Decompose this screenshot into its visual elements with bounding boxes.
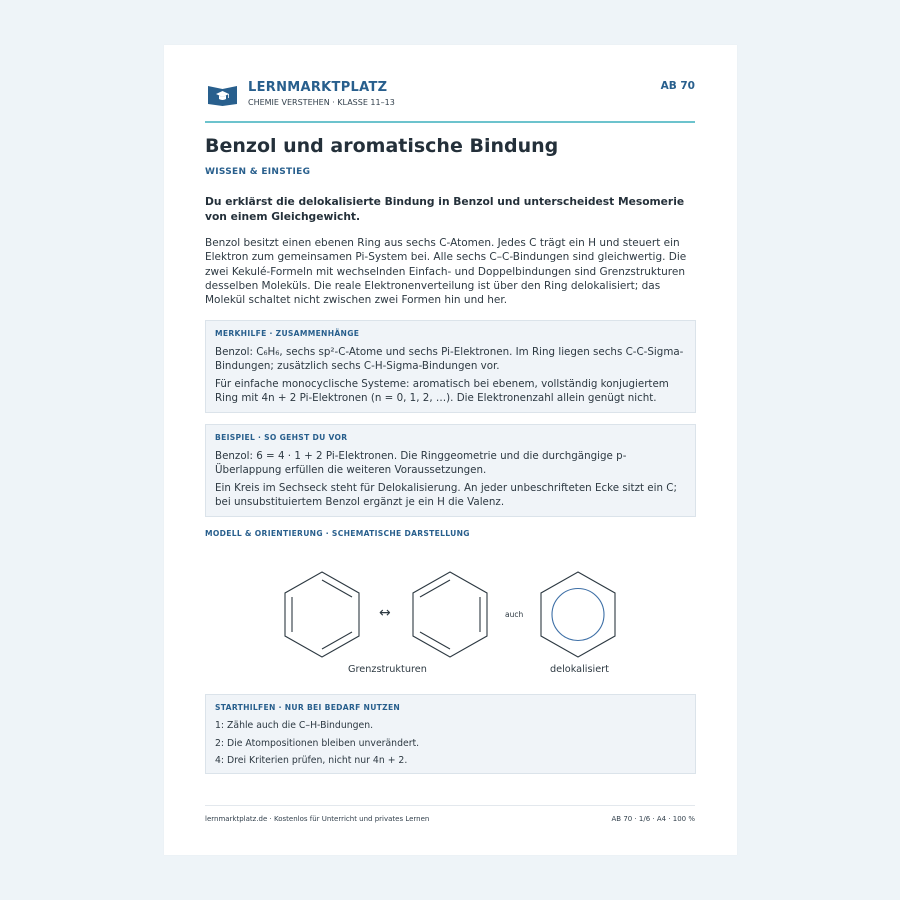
beispiel-text-2: Ein Kreis im Sechseck steht für Delokalisierung. An jeder unbeschrifteten Ecke sitzt ein C; bei unsubstituiertem Benzol ergänzt je ein H die Valenz. bbox=[215, 482, 677, 508]
sheet-number: AB 70 bbox=[660, 80, 695, 92]
page-header bbox=[205, 80, 695, 122]
header-divider bbox=[205, 121, 695, 123]
hint-item: 4: Drei Kriterien prüfen, nicht nur 4n + 2. bbox=[215, 755, 408, 766]
merkhilfe-box bbox=[205, 320, 696, 413]
benzene-diagram bbox=[205, 560, 695, 685]
footer-divider bbox=[205, 805, 695, 806]
beispiel-heading: BEISPIEL · SO GEHST DU VOR bbox=[215, 433, 348, 442]
page-title: Benzol und aromatische Bindung bbox=[205, 135, 559, 157]
caption-grenzstrukturen: Grenzstrukturen bbox=[348, 664, 427, 675]
footer-website: lernmarktplatz.de · Kostenlos für Unterricht und privates Lernen bbox=[205, 815, 430, 823]
brand-subtitle: CHEMIE VERSTEHEN · KLASSE 11–13 bbox=[248, 98, 395, 107]
model-heading: MODELL & ORIENTIERUNG · SCHEMATISCHE DARSTELLUNG bbox=[205, 529, 470, 538]
worksheet-page bbox=[164, 45, 737, 855]
hint-item: 1: Zähle auch die C–H-Bindungen. bbox=[215, 720, 374, 731]
beispiel-box bbox=[205, 424, 696, 517]
section-kicker: WISSEN & EINSTIEG bbox=[205, 167, 311, 177]
auch-label: auch bbox=[505, 610, 524, 619]
footer-page-info: AB 70 · 1/6 · A4 · 100 % bbox=[611, 815, 695, 823]
beispiel-text-1: Benzol: 6 = 4 · 1 + 2 Pi-Elektronen. Die Ringgeometrie und die durchgängige p-Überlappung erfüllen die weiteren Voraussetzungen. bbox=[215, 450, 627, 476]
merkhilfe-heading: MERKHILFE · ZUSAMMENHÄNGE bbox=[215, 329, 360, 338]
merkhilfe-text-2: Für einfache monocyclische Systeme: aromatisch bei ebenem, vollständig konjugiertem Ring mit 4n + 2 Pi-Elektronen (n = 0, 1, 2, …). Die Elektronenzahl allein genügt nicht. bbox=[215, 378, 669, 404]
starthilfen-box bbox=[205, 694, 696, 774]
caption-delokalisiert: delokalisiert bbox=[550, 664, 609, 675]
open-book-graduation-cap-icon bbox=[207, 82, 238, 106]
merkhilfe-text-1: Benzol: C₆H₆, sechs sp²-C-Atome und sechs Pi-Elektronen. Im Ring liegen sechs C-C-Sigma-Bindungen; zusätzlich sechs C-H-Sigma-Bindungen vor. bbox=[215, 346, 684, 372]
delocalized-structure bbox=[541, 572, 615, 657]
delocalization-circle bbox=[552, 589, 604, 641]
resonance-arrow: ↔ bbox=[379, 605, 391, 621]
learning-goal: Du erklärst die delokalisierte Bindung in Benzol und unterscheidest Mesomerie von einem Gleichgewicht. bbox=[205, 195, 685, 223]
kekule-structure-1 bbox=[285, 572, 359, 657]
starthilfen-heading: STARTHILFEN · NUR BEI BEDARF NUTZEN bbox=[215, 703, 401, 712]
intro-paragraph: Benzol besitzt einen ebenen Ring aus sechs C-Atomen. Jedes C trägt ein H und steuert ein Elektron zum gemeinsamen Pi-System bei. Alle sechs C–C-Bindungen sind gleichwertig. Die zwei Kekulé-Formeln mit wechselnden Einfach- und Doppelbindungen sind Grenzstrukturen desselben Moleküls. Die reale Elektronenverteilung ist über den Ring delokalisiert; das Molekül schaltet nicht zwischen zwei Formen hin und her. bbox=[205, 237, 687, 307]
kekule-structure-2 bbox=[413, 572, 487, 657]
hint-item: 2: Die Atompositionen bleiben unverändert. bbox=[215, 737, 420, 749]
brand-name: LERNMARKTPLATZ bbox=[248, 80, 388, 95]
